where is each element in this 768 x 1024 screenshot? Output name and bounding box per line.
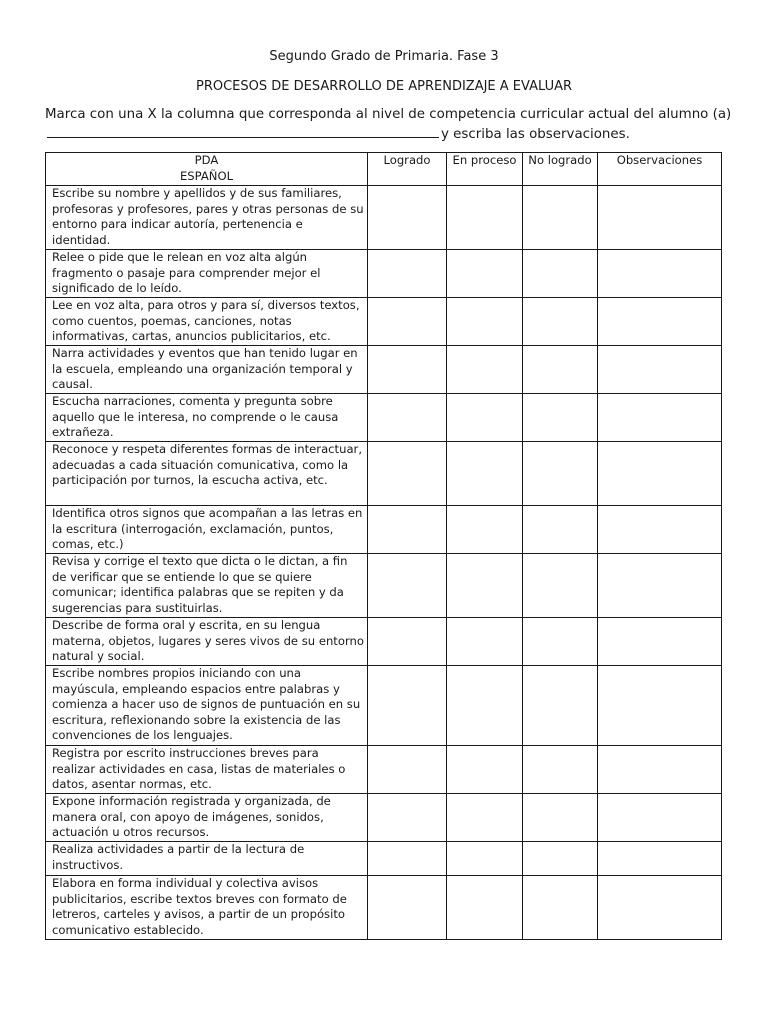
table-row — [46, 250, 722, 298]
en-proceso-cell[interactable] — [447, 298, 523, 346]
en-proceso-cell[interactable] — [447, 842, 523, 876]
header-observaciones: Observaciones — [598, 153, 722, 186]
observaciones-cell[interactable] — [598, 842, 722, 876]
pda-description: Narra actividades y eventos que han tenido lugar en la escuela, empleando una organización temporal y causal. — [46, 346, 368, 394]
instructions — [45, 106, 735, 144]
no-logrado-cell[interactable] — [523, 618, 598, 666]
pda-description: Escribe nombres propios iniciando con una mayúscula, empleando espacios entre palabras y comienza a hacer uso de signos de puntuación en su escritura, reflexionando sobre la existencia de las convenciones de los lenguajes. — [46, 666, 368, 746]
pda-description: Describe de forma oral y escrita, en su lengua materna, objetos, lugares y seres vivos de su entorno natural y social. — [46, 618, 368, 666]
header-subject-label: ESPAÑOL — [179, 168, 234, 183]
no-logrado-cell[interactable] — [523, 666, 598, 746]
en-proceso-cell[interactable] — [447, 554, 523, 618]
en-proceso-cell[interactable] — [447, 442, 523, 506]
document-title: Segundo Grado de Primaria. Fase 3 — [269, 49, 499, 64]
pda-description: Identifica otros signos que acompañan a las letras en la escritura (interrogación, exclamación, puntos, comas, etc.) — [46, 506, 368, 554]
observaciones-cell[interactable] — [598, 298, 722, 346]
no-logrado-cell[interactable] — [523, 506, 598, 554]
table-row — [46, 794, 722, 842]
en-proceso-cell[interactable] — [447, 506, 523, 554]
logrado-cell[interactable] — [368, 442, 447, 506]
pda-description: Elabora en forma individual y colectiva avisos publicitarios, escribe textos breves con formato de letreros, carteles y avisos, a partir de un propósito comunicativo establecido. — [46, 876, 368, 940]
table-row — [46, 298, 722, 346]
no-logrado-cell[interactable] — [523, 250, 598, 298]
table-row — [46, 746, 722, 794]
table-header-row — [46, 153, 722, 186]
logrado-cell[interactable] — [368, 746, 447, 794]
pda-description: Registra por escrito instrucciones breves para realizar actividades en casa, listas de materiales o datos, asentar normas, etc. — [46, 746, 368, 794]
observaciones-cell[interactable] — [598, 186, 722, 250]
no-logrado-cell[interactable] — [523, 746, 598, 794]
student-name-blank[interactable] — [47, 124, 439, 138]
pda-description: Realiza actividades a partir de la lectura de instructivos. — [46, 842, 368, 876]
logrado-cell[interactable] — [368, 554, 447, 618]
logrado-cell[interactable] — [368, 506, 447, 554]
header-pda-label: PDA — [194, 153, 219, 167]
logrado-cell[interactable] — [368, 842, 447, 876]
table-row — [46, 842, 722, 876]
en-proceso-cell[interactable] — [447, 394, 523, 442]
table-row — [46, 618, 722, 666]
table-row — [46, 346, 722, 394]
en-proceso-cell[interactable] — [447, 186, 523, 250]
pda-description: Relee o pide que le relean en voz alta algún fragmento o pasaje para comprender mejor el significado de lo leído. — [46, 250, 368, 298]
no-logrado-cell[interactable] — [523, 346, 598, 394]
instruction-text-end: y escriba las observaciones. — [441, 127, 630, 142]
observaciones-cell[interactable] — [598, 506, 722, 554]
observaciones-cell[interactable] — [598, 618, 722, 666]
observaciones-cell[interactable] — [598, 666, 722, 746]
logrado-cell[interactable] — [368, 394, 447, 442]
table-row — [46, 186, 722, 250]
table-row — [46, 666, 722, 746]
logrado-cell[interactable] — [368, 618, 447, 666]
logrado-cell[interactable] — [368, 298, 447, 346]
header-pda — [46, 153, 368, 186]
en-proceso-cell[interactable] — [447, 666, 523, 746]
table-row — [46, 394, 722, 442]
table-row — [46, 876, 722, 940]
observaciones-cell[interactable] — [598, 394, 722, 442]
observaciones-cell[interactable] — [598, 554, 722, 618]
table-row — [46, 554, 722, 618]
logrado-cell[interactable] — [368, 666, 447, 746]
logrado-cell[interactable] — [368, 876, 447, 940]
no-logrado-cell[interactable] — [523, 842, 598, 876]
logrado-cell[interactable] — [368, 250, 447, 298]
observaciones-cell[interactable] — [598, 250, 722, 298]
instruction-text: Marca con una X la columna que corresponda al nivel de competencia curricular actual del alumno (a) — [45, 107, 732, 122]
pda-description: Reconoce y respeta diferentes formas de interactuar, adecuadas a cada situación comunicativa, como la participación por turnos, la escucha activa, etc. — [46, 442, 368, 506]
table-row — [46, 506, 722, 554]
no-logrado-cell[interactable] — [523, 298, 598, 346]
en-proceso-cell[interactable] — [447, 746, 523, 794]
en-proceso-cell[interactable] — [447, 346, 523, 394]
en-proceso-cell[interactable] — [447, 794, 523, 842]
evaluation-table — [45, 152, 722, 940]
no-logrado-cell[interactable] — [523, 794, 598, 842]
no-logrado-cell[interactable] — [523, 876, 598, 940]
observaciones-cell[interactable] — [598, 442, 722, 506]
document-subtitle: PROCESOS DE DESARROLLO DE APRENDIZAJE A EVALUAR — [195, 79, 573, 94]
en-proceso-cell[interactable] — [447, 876, 523, 940]
pda-description: Escucha narraciones, comenta y pregunta sobre aquello que le interesa, no comprende o le causa extrañeza. — [46, 394, 368, 442]
no-logrado-cell[interactable] — [523, 554, 598, 618]
observaciones-cell[interactable] — [598, 876, 722, 940]
pda-description: Lee en voz alta, para otros y para sí, diversos textos, como cuentos, poemas, canciones, notas informativas, cartas, anuncios publicitarios, etc. — [46, 298, 368, 346]
header-en-proceso: En proceso — [447, 153, 523, 186]
observaciones-cell[interactable] — [598, 346, 722, 394]
pda-description: Escribe su nombre y apellidos y de sus familiares, profesoras y profesores, pares y otras personas de su entorno para indicar autoría, pertenencia e identidad. — [46, 186, 368, 250]
en-proceso-cell[interactable] — [447, 618, 523, 666]
no-logrado-cell[interactable] — [523, 186, 598, 250]
pda-description: Revisa y corrige el texto que dicta o le dictan, a fin de verificar que se entiende lo que se quiere comunicar; identifica palabras que se repiten y da sugerencias para sustituirlas. — [46, 554, 368, 618]
observaciones-cell[interactable] — [598, 794, 722, 842]
logrado-cell[interactable] — [368, 346, 447, 394]
table-row — [46, 442, 722, 506]
no-logrado-cell[interactable] — [523, 394, 598, 442]
logrado-cell[interactable] — [368, 186, 447, 250]
no-logrado-cell[interactable] — [523, 442, 598, 506]
observaciones-cell[interactable] — [598, 746, 722, 794]
en-proceso-cell[interactable] — [447, 250, 523, 298]
pda-description: Expone información registrada y organizada, de manera oral, con apoyo de imágenes, sonidos, actuación u otros recursos. — [46, 794, 368, 842]
header-logrado: Logrado — [368, 153, 447, 186]
logrado-cell[interactable] — [368, 794, 447, 842]
header-no-logrado: No logrado — [523, 153, 598, 186]
